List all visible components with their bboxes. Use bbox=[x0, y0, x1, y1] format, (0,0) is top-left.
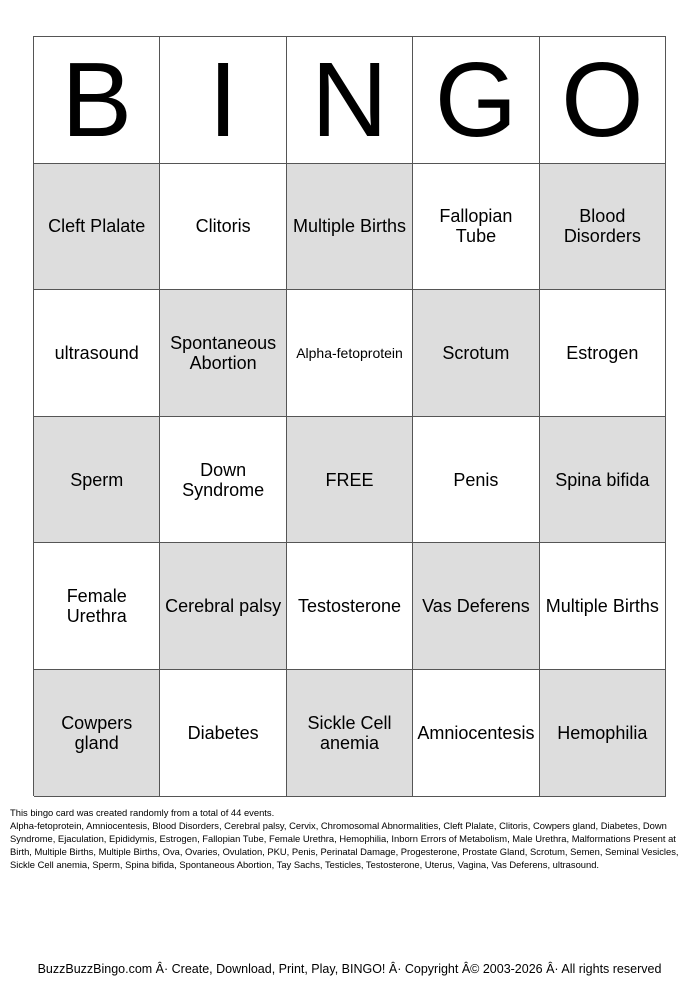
card-info bbox=[10, 806, 690, 871]
header-letter-n: N bbox=[287, 37, 413, 164]
bingo-cell: Multiple Births bbox=[287, 164, 413, 291]
bingo-cell: Spina bifida bbox=[540, 417, 666, 544]
header-row bbox=[34, 37, 666, 164]
page-footer: BuzzBuzzBingo.com Â· Create, Download, Print, Play, BINGO! Â· Copyright Â© 2003-2026 Â· All rights reserved bbox=[37, 962, 662, 976]
bingo-row-5 bbox=[34, 670, 666, 797]
bingo-cell: Diabetes bbox=[160, 670, 286, 797]
header-letter-b: B bbox=[34, 37, 160, 164]
bingo-cell: Testosterone bbox=[287, 543, 413, 670]
bingo-cell: ultrasound bbox=[34, 290, 160, 417]
bingo-row-2 bbox=[34, 290, 666, 417]
header-letter-o: O bbox=[540, 37, 666, 164]
bingo-cell: Cowpers gland bbox=[34, 670, 160, 797]
bingo-cell: Spontaneous Abortion bbox=[160, 290, 286, 417]
bingo-cell: Female Urethra bbox=[34, 543, 160, 670]
bingo-row-3 bbox=[34, 417, 666, 544]
bingo-cell: Estrogen bbox=[540, 290, 666, 417]
bingo-row-1 bbox=[34, 164, 666, 291]
event-list: Alpha-fetoprotein, Amniocentesis, Blood Disorders, Cerebral palsy, Cervix, Chromosomal Abnormalities, Cleft Plalate, Clitoris, Cowpers gland, Diabetes, Down Syndrome, Ejaculation, Epididymis, Estrogen, Fallopian Tube, Female Urethra, Hemophilia, Inborn Errors of Metabolism, Male Urethra, Malformations Present at Birth, Multiple Births, Multiple Births, Ova, Ovaries, Ovulation, PKU, Penis, Perinatal Damage, Progesterone, Prostate Gland, Scrotum, Semen, Seminal Vesicles, Sickle Cell anemia, Sperm, Spina bifida, Spontaneous Abortion, Tay Sachs, Testicles, Testosterone, Uterus, Vagina, Vas Deferens, ultrasound. bbox=[10, 820, 679, 870]
header-letter-i: I bbox=[160, 37, 286, 164]
bingo-cell: Fallopian Tube bbox=[413, 164, 539, 291]
bingo-cell: Sperm bbox=[34, 417, 160, 544]
bingo-cell: Sickle Cell anemia bbox=[287, 670, 413, 797]
bingo-row-4 bbox=[34, 543, 666, 670]
bingo-cell: Vas Deferens bbox=[413, 543, 539, 670]
free-space-cell: FREE bbox=[287, 417, 413, 544]
bingo-cell: Blood Disorders bbox=[540, 164, 666, 291]
bingo-card bbox=[33, 36, 666, 796]
bingo-cell: Alpha-fetoprotein bbox=[287, 290, 413, 417]
bingo-cell: Cerebral palsy bbox=[160, 543, 286, 670]
card-info-summary: This bingo card was created randomly from a total of 44 events. bbox=[10, 807, 275, 818]
bingo-cell: Cleft Plalate bbox=[34, 164, 160, 291]
bingo-cell: Scrotum bbox=[413, 290, 539, 417]
bingo-cell: Hemophilia bbox=[540, 670, 666, 797]
bingo-cell: Down Syndrome bbox=[160, 417, 286, 544]
bingo-cell: Amniocentesis bbox=[413, 670, 539, 797]
bingo-cell: Penis bbox=[413, 417, 539, 544]
bingo-cell: Clitoris bbox=[160, 164, 286, 291]
header-letter-g: G bbox=[413, 37, 539, 164]
bingo-cell: Multiple Births bbox=[540, 543, 666, 670]
